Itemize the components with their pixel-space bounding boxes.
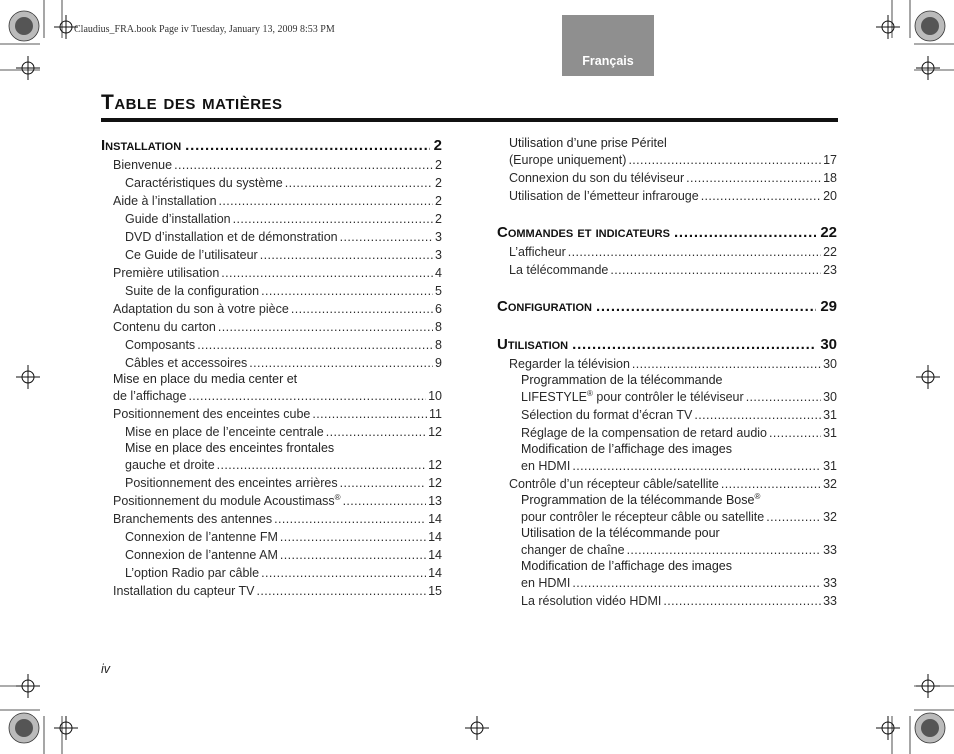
- toc-dot-leader: [572, 335, 816, 355]
- toc-dot-leader: [596, 297, 816, 317]
- toc-entry-title: [125, 474, 338, 492]
- toc-entry[interactable]: [497, 355, 837, 373]
- toc-entry[interactable]: [497, 373, 837, 406]
- toc-dot-leader: [249, 354, 433, 372]
- toc-entry-first-line-text: Utilisation de la télécommande pour: [521, 526, 720, 540]
- toc-page-number: 12: [428, 425, 442, 439]
- toc-entry-line: [521, 592, 837, 610]
- toc-page-number: 5: [435, 284, 442, 298]
- toc-section-title: Utilisation: [497, 336, 569, 353]
- toc-dot-leader: [701, 187, 821, 205]
- toc-entry-first-line-text: Modification de l’affichage des images: [521, 559, 733, 573]
- toc-entry-line: [509, 187, 837, 205]
- toc-entry-title: [521, 457, 570, 475]
- toc-entry-line: [125, 564, 442, 582]
- toc-entry-first-line: [509, 136, 837, 151]
- toc-entry-text: La résolution vidéo HDMI: [521, 594, 662, 608]
- toc-dot-leader: [174, 156, 433, 174]
- page-title: [101, 91, 283, 115]
- toc-page-number: 30: [820, 336, 837, 353]
- toc-entry-line: [509, 475, 837, 493]
- toc-entry-text: Positionnement des enceintes arrières: [125, 476, 338, 490]
- toc-page-number: 3: [435, 230, 442, 244]
- registered-mark: ®: [334, 493, 341, 502]
- toc-right-column: [497, 136, 837, 610]
- toc-entry-title: [125, 246, 258, 264]
- toc-dot-leader: [257, 582, 427, 600]
- toc-entry[interactable]: [101, 441, 442, 474]
- toc-entry-text: en HDMI: [521, 576, 571, 590]
- toc-entry-text: Contenu du carton: [113, 320, 216, 334]
- toc-entry-line: [509, 261, 837, 279]
- toc-entry[interactable]: [101, 192, 442, 210]
- toc-entry-text: Caractéristiques du système: [125, 176, 283, 190]
- toc-dot-leader: [261, 564, 426, 582]
- toc-entry-text: Positionnement du module Acoustimass: [113, 494, 335, 508]
- toc-entry[interactable]: [101, 492, 442, 510]
- toc-entry-text: La télécommande: [509, 263, 609, 277]
- toc-entry-line: [125, 246, 442, 264]
- toc-entry-first-line: [113, 372, 442, 387]
- toc-entry[interactable]: [101, 300, 442, 318]
- toc-entry-title: [113, 300, 289, 318]
- toc-dot-leader: [285, 174, 433, 192]
- toc-entry-text: Positionnement des enceintes cube: [113, 407, 311, 421]
- toc-entry-text: Installation du capteur TV: [113, 584, 255, 598]
- toc-entry[interactable]: [497, 424, 837, 442]
- toc-page-number: 2: [433, 137, 442, 154]
- toc-entry-first-line: [521, 493, 837, 508]
- toc-entry-line: [113, 318, 442, 336]
- toc-dot-leader: [663, 592, 821, 610]
- toc-entry-title: [113, 510, 272, 528]
- toc-entry-text: Connexion de l’antenne AM: [125, 548, 278, 562]
- toc-entry-first-line-text: Programmation de la télécommande: [521, 373, 723, 387]
- toc-entry-first-line-text: Utilisation d’une prise Péritel: [509, 136, 667, 150]
- toc-entry[interactable]: [101, 282, 442, 300]
- toc-entry-line: [521, 388, 837, 406]
- toc-entry[interactable]: [497, 243, 837, 261]
- toc-entry-title: [521, 508, 764, 526]
- toc-entry-title: [125, 456, 215, 474]
- toc-entry-line: [509, 243, 837, 261]
- toc-entry[interactable]: [101, 246, 442, 264]
- toc-entry-text: Connexion du son du téléviseur: [509, 171, 685, 185]
- book-file-info: Claudius_FRA.book Page iv Tuesday, January 13, 2009 8:53 PM: [74, 24, 335, 35]
- toc-entry-text: Ce Guide de l’utilisateur: [125, 248, 258, 262]
- toc-entry-line: [113, 156, 442, 174]
- toc-entry[interactable]: [497, 526, 837, 559]
- page-title-text: Table des matières: [101, 91, 283, 114]
- toc-page-number: 2: [435, 212, 442, 226]
- toc-dot-leader: [312, 405, 427, 423]
- toc-entry-line: [113, 300, 442, 318]
- toc-page-number: 22: [823, 245, 837, 259]
- toc-entry-first-line-text: Mise en place des enceintes frontales: [125, 441, 335, 455]
- toc-page-number: 3: [435, 248, 442, 262]
- toc-entry-text: Adaptation du son à votre pièce: [113, 302, 289, 316]
- toc-entry-title: [113, 192, 217, 210]
- toc-entry-title: [113, 387, 186, 405]
- toc-entry[interactable]: [101, 372, 442, 405]
- toc-entry-title: [125, 282, 259, 300]
- toc-entry[interactable]: [101, 336, 442, 354]
- toc-page-number: 23: [823, 263, 837, 277]
- toc-dot-leader: [343, 492, 427, 510]
- toc-page-number: 30: [823, 357, 837, 371]
- toc-entry-title: [125, 354, 247, 372]
- toc-page-number: 11: [429, 407, 442, 421]
- page-number: iv: [101, 662, 111, 676]
- toc-entry-line: [125, 423, 442, 441]
- toc-entry[interactable]: [497, 261, 837, 279]
- toc-entry-title: [125, 210, 231, 228]
- toc-section-heading[interactable]: [101, 136, 442, 156]
- toc-entry-text: (Europe uniquement): [509, 153, 627, 167]
- toc-page-number: 13: [428, 494, 442, 508]
- toc-page-number: 29: [820, 298, 837, 315]
- toc-page-number: 14: [428, 566, 442, 580]
- toc-entry-line: [125, 336, 442, 354]
- toc-entry-line: [113, 510, 442, 528]
- toc-entry-text: Câbles et accessoires: [125, 356, 248, 370]
- toc-entry-text: Branchements des antennes: [113, 512, 273, 526]
- toc-entry[interactable]: [101, 474, 442, 492]
- toc-page-number: 18: [823, 171, 837, 185]
- toc-dot-leader: [261, 282, 433, 300]
- toc-entry-line: [125, 228, 442, 246]
- toc-entry-title: [113, 582, 255, 600]
- toc-entry-line: [125, 174, 442, 192]
- toc-entry-text: DVD d’installation et de démonstration: [125, 230, 338, 244]
- registered-mark: ®: [587, 389, 593, 398]
- toc-dot-leader: [721, 475, 821, 493]
- toc-entry-line: [509, 169, 837, 187]
- toc-entry-title: [521, 574, 570, 592]
- toc-page-number: 10: [428, 389, 442, 403]
- toc-page-number: 33: [823, 594, 837, 608]
- toc-entry-line: [125, 210, 442, 228]
- toc-entry-text: Composants: [125, 338, 196, 352]
- toc-entry[interactable]: [101, 264, 442, 282]
- toc-entry[interactable]: [101, 510, 442, 528]
- toc-entry-title: [521, 592, 661, 610]
- toc-entry[interactable]: [101, 210, 442, 228]
- toc-dot-leader: [221, 264, 433, 282]
- toc-entry-text: Aide à l’installation: [113, 194, 217, 208]
- toc-entry-text-continued: pour contrôler le téléviseur: [592, 390, 744, 404]
- toc-dot-leader: [632, 355, 821, 373]
- toc-dot-leader: [291, 300, 433, 318]
- toc-page-number: 32: [823, 510, 837, 524]
- toc-entry-line: [113, 387, 442, 405]
- toc-entry[interactable]: [101, 423, 442, 441]
- toc-entry-title: [521, 388, 744, 406]
- toc-dot-leader: [686, 169, 821, 187]
- toc-entry[interactable]: [101, 582, 442, 600]
- toc-entry-title: [125, 546, 278, 564]
- toc-entry[interactable]: [101, 354, 442, 372]
- toc-entry-title: [113, 264, 219, 282]
- language-tab: [562, 15, 654, 76]
- toc-entry-first-line: [521, 526, 837, 541]
- toc-entry[interactable]: [497, 592, 837, 610]
- toc-dot-leader: [627, 541, 822, 559]
- toc-entry-line: [113, 492, 442, 510]
- toc-entry-line: [509, 151, 837, 169]
- toc-dot-leader: [694, 406, 821, 424]
- toc-dot-leader: [674, 223, 816, 243]
- toc-left-column: [101, 136, 442, 600]
- toc-dot-leader: [572, 457, 821, 475]
- toc-entry-line: [125, 456, 442, 474]
- toc-entry-line: [521, 541, 837, 559]
- toc-page-number: 14: [428, 530, 442, 544]
- toc-entry-line: [509, 355, 837, 373]
- toc-entry-title: [125, 336, 195, 354]
- toc-dot-leader: [610, 261, 821, 279]
- toc-entry[interactable]: [101, 528, 442, 546]
- toc-section-heading[interactable]: [497, 223, 837, 243]
- toc-entry-title: [113, 405, 310, 423]
- toc-page-number: 20: [823, 189, 837, 203]
- toc-entry-text: pour contrôler le récepteur câble ou satellite: [521, 510, 765, 524]
- toc-entry-line: [521, 508, 837, 526]
- toc-entry-title: [509, 261, 608, 279]
- toc-dot-leader: [197, 336, 433, 354]
- toc-page-number: 8: [435, 338, 442, 352]
- toc-entry-title: [125, 174, 283, 192]
- toc-entry-text: Regarder la télévision: [509, 357, 630, 371]
- toc-entry[interactable]: [497, 493, 837, 526]
- toc-entry-title: [521, 541, 625, 559]
- toc-page-number: 9: [435, 356, 442, 370]
- toc-page-number: 32: [823, 477, 837, 491]
- toc-entry[interactable]: [101, 156, 442, 174]
- toc-entry-title: [125, 228, 338, 246]
- toc-entry[interactable]: [101, 174, 442, 192]
- toc-page-number: 2: [435, 194, 442, 208]
- toc-section-title: Commandes et indicateurs: [497, 224, 670, 241]
- toc-entry-title: [113, 156, 172, 174]
- toc-entry-line: [125, 282, 442, 300]
- toc-entry[interactable]: [101, 228, 442, 246]
- toc-dot-leader: [326, 423, 426, 441]
- toc-page-number: 22: [820, 224, 837, 241]
- toc-entry-title: [113, 492, 341, 510]
- toc-entry-text: Utilisation de l’émetteur infrarouge: [509, 189, 699, 203]
- toc-entry-line: [113, 405, 442, 423]
- toc-entry-line: [113, 582, 442, 600]
- registered-mark: ®: [754, 492, 761, 501]
- toc-entry-first-line-text: Programmation de la télécommande Bose: [521, 493, 755, 507]
- toc-entry-first-line: [521, 442, 837, 457]
- toc-page-number: 15: [428, 584, 442, 598]
- toc-entry-line: [521, 457, 837, 475]
- toc-page-number: 2: [435, 158, 442, 172]
- toc-entry[interactable]: [101, 564, 442, 582]
- title-rule: [101, 118, 838, 122]
- toc-entry-line: [125, 474, 442, 492]
- toc-dot-leader: [280, 528, 426, 546]
- toc-entry-title: [509, 243, 566, 261]
- toc-entry-first-line-text: Modification de l’affichage des images: [521, 442, 733, 456]
- toc-entry-text: Sélection du format d’écran TV: [521, 408, 693, 422]
- toc-entry-line: [113, 264, 442, 282]
- toc-dot-leader: [280, 546, 426, 564]
- toc-dot-leader: [218, 318, 433, 336]
- toc-dot-leader: [185, 136, 430, 156]
- toc-dot-leader: [274, 510, 426, 528]
- toc-dot-leader: [188, 387, 426, 405]
- toc-entry[interactable]: [101, 405, 442, 423]
- toc-dot-leader: [340, 228, 433, 246]
- toc-entry[interactable]: [497, 136, 837, 169]
- toc-entry-text: Suite de la configuration: [125, 284, 260, 298]
- toc-section-heading[interactable]: [497, 297, 837, 317]
- toc-entry-text: changer de chaîne: [521, 543, 625, 557]
- toc-entry-text: Bienvenue: [113, 158, 173, 172]
- toc-page-number: 6: [435, 302, 442, 316]
- toc-entry-title: [509, 169, 684, 187]
- toc-entry-title: [125, 564, 259, 582]
- toc-entry-title: [509, 475, 719, 493]
- toc-section-title: Installation: [101, 137, 182, 154]
- toc-dot-leader: [217, 456, 426, 474]
- toc-entry-line: [521, 424, 837, 442]
- toc-page-number: 31: [823, 426, 837, 440]
- toc-entry-first-line: [521, 559, 837, 574]
- toc-page-number: 4: [435, 266, 442, 280]
- toc-entry-text: de l’affichage: [113, 389, 187, 403]
- toc-entry-title: [125, 528, 278, 546]
- language-tab-label: Français: [582, 54, 634, 68]
- toc-entry-text: en HDMI: [521, 459, 571, 473]
- toc-entry[interactable]: [101, 318, 442, 336]
- toc-entry[interactable]: [497, 475, 837, 493]
- toc-page-number: 30: [823, 390, 837, 404]
- toc-dot-leader: [219, 192, 434, 210]
- toc-page-number: 2: [435, 176, 442, 190]
- toc-dot-leader: [766, 508, 821, 526]
- toc-entry-text: L’option Radio par câble: [125, 566, 260, 580]
- toc-entry-first-line: [521, 373, 837, 388]
- toc-entry-title: [113, 318, 216, 336]
- toc-page-number: 33: [823, 543, 837, 557]
- toc-entry[interactable]: [101, 546, 442, 564]
- toc-entry-text: LIFESTYLE: [521, 390, 587, 404]
- toc-entry-first-line-text: Mise en place du media center et: [113, 372, 298, 386]
- toc-entry[interactable]: [497, 559, 837, 592]
- toc-dot-leader: [746, 388, 821, 406]
- toc-page-number: 31: [823, 408, 837, 422]
- toc-entry-text: Connexion de l’antenne FM: [125, 530, 278, 544]
- toc-entry-first-line: [125, 441, 442, 456]
- toc-entry-text: Guide d’installation: [125, 212, 231, 226]
- toc-entry-title: [509, 151, 626, 169]
- toc-dot-leader: [572, 574, 821, 592]
- toc-dot-leader: [260, 246, 433, 264]
- toc-page-number: 14: [428, 548, 442, 562]
- toc-entry-line: [125, 354, 442, 372]
- toc-entry-line: [521, 406, 837, 424]
- toc-entry-title: [509, 187, 699, 205]
- toc-entry-title: [521, 406, 692, 424]
- toc-entry-title: [509, 355, 630, 373]
- toc-entry-line: [125, 528, 442, 546]
- toc-section-heading[interactable]: [497, 335, 837, 355]
- toc-entry-text: Réglage de la compensation de retard audio: [521, 426, 768, 440]
- toc-entry-line: [113, 192, 442, 210]
- toc-page-number: 33: [823, 576, 837, 590]
- toc-page-number: 14: [428, 512, 442, 526]
- toc-entry-text: Mise en place de l’enceinte centrale: [125, 425, 324, 439]
- toc-entry[interactable]: [497, 442, 837, 475]
- toc-page-number: 8: [435, 320, 442, 334]
- toc-section-title: Configuration: [497, 298, 592, 315]
- toc-entry-text: L’afficheur: [509, 245, 566, 259]
- toc-entry-text: Contrôle d’un récepteur câble/satellite: [509, 477, 719, 491]
- toc-page-number: 12: [428, 476, 442, 490]
- toc-entry-text: gauche et droite: [125, 458, 215, 472]
- toc-entry[interactable]: [497, 406, 837, 424]
- toc-entry-title: [521, 424, 767, 442]
- toc-dot-leader: [233, 210, 433, 228]
- toc-dot-leader: [340, 474, 426, 492]
- toc-dot-leader: [568, 243, 821, 261]
- toc-page-number: 17: [823, 153, 837, 167]
- toc-entry[interactable]: [497, 187, 837, 205]
- toc-dot-leader: [769, 424, 821, 442]
- toc-entry-line: [521, 574, 837, 592]
- toc-entry-line: [125, 546, 442, 564]
- toc-page-number: 12: [428, 458, 442, 472]
- toc-entry[interactable]: [497, 169, 837, 187]
- toc-page-number: 31: [823, 459, 837, 473]
- toc-dot-leader: [628, 151, 821, 169]
- toc-entry-text: Première utilisation: [113, 266, 220, 280]
- toc-entry-title: [125, 423, 324, 441]
